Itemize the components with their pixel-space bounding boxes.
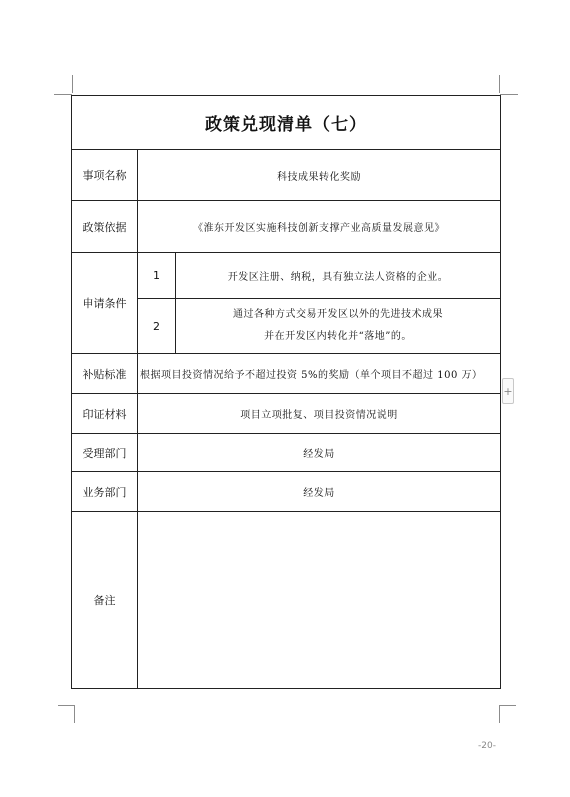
crop-mark-bottom-right-h <box>500 705 516 706</box>
business-dept-value: 经发局 <box>138 472 501 512</box>
policy-basis-label: 政策依据 <box>72 201 138 253</box>
condition-2-number: 2 <box>138 299 176 354</box>
crop-mark-bottom-left-v <box>74 705 75 723</box>
business-dept-label: 业务部门 <box>72 472 138 512</box>
materials-value: 项目立项批复、项目投资情况说明 <box>138 394 501 434</box>
remarks-value[interactable] <box>138 512 501 689</box>
accepting-dept-value: 经发局 <box>138 434 501 472</box>
remarks-label: 备注 <box>72 512 138 689</box>
condition-1-text: 开发区注册、纳税，具有独立法人资格的企业。 <box>176 253 501 299</box>
crop-mark-top-right-v <box>499 75 500 93</box>
expand-panel-button[interactable]: + <box>502 378 514 404</box>
item-name-value: 科技成果转化奖励 <box>138 150 501 201</box>
crop-mark-top-right-h <box>500 94 518 95</box>
table-title: 政策兑现清单（七） <box>72 96 501 150</box>
policy-table <box>71 95 501 689</box>
crop-mark-top-left-h <box>54 94 72 95</box>
crop-mark-top-left-v <box>72 75 73 93</box>
subsidy-label: 补贴标准 <box>72 354 138 394</box>
page-number: -20- <box>478 741 496 751</box>
materials-label: 印证材料 <box>72 394 138 434</box>
crop-mark-bottom-right-v <box>499 705 500 723</box>
accepting-dept-label: 受理部门 <box>72 434 138 472</box>
crop-mark-bottom-left-h <box>58 705 74 706</box>
subsidy-value: 根据项目投资情况给予不超过投资 5%的奖励（单个项目不超过 100 万） <box>138 354 501 394</box>
condition-1-number: 1 <box>138 253 176 299</box>
policy-basis-value: 《淮东开发区实施科技创新支撑产业高质量发展意见》 <box>138 201 501 253</box>
conditions-label: 申请条件 <box>72 253 138 354</box>
condition-2-line-2: 并在开发区内转化并“落地”的。 <box>264 331 412 342</box>
condition-2-text <box>176 299 501 354</box>
condition-2-line-1: 通过各种方式交易开发区以外的先进技术成果 <box>233 309 443 320</box>
item-name-label: 事项名称 <box>72 150 138 201</box>
